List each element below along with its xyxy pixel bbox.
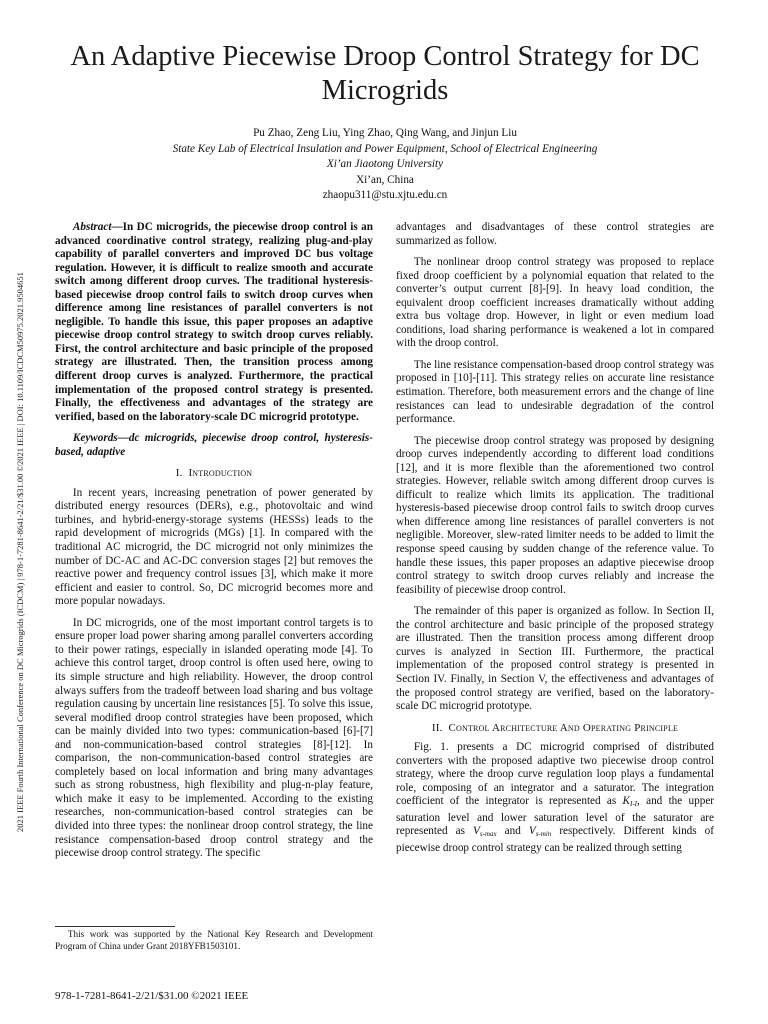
abstract [55,221,373,424]
right-column [396,221,714,864]
footnote-rule [55,926,175,927]
section-heading-1 [55,467,373,481]
symbol-k: K [622,795,631,808]
symbol-v: V [528,825,536,838]
funding-footnote: This work was supported by the National Key Research and Development Program of China under Grant 2018YFB1503101. [55,929,373,951]
section-number: II. [431,721,443,734]
section-title: Introduction [188,467,253,480]
text-run: Fig. 1. presents a DC microgrid comprised of distributed converters with the proposed adaptive two piecewise droop control strategy, where the droop curve regulation loop plays a fundamental role, composing of an integrator and a saturator. The integration coefficient of the integrator is represented as [396,741,714,808]
intro-paragraph-1: In recent years, increasing penetration of power generated by distributed energy resources (DERs), e.g., photovoltaic and wind turbines, and hybrid-energy-storage systems (HESSs) leads to the rapid development of microgrids (MGs) [1]. In compared with the traditional AC microgrid, the DC microgrid not only minimizes the number of DC-AC and AC-DC conversion stages [2] but removes the reactive power and frequency control issues [3], which make it more efficient and easier to control. So, DC microgrid becomes more and more popular nowadays. [55,486,373,608]
intro-paragraph-4: The nonlinear droop control strategy was proposed to replace fixed droop coefficient by a polynomial equation that related to the converter’s output current [8]-[9]. In heavy load condition, the equivalent droop coefficient increases dramatically without adding extra bus voltage drop. However, in light or even medium load conditions, load sharing performance is weakened a lot in compared with the droop control. [396,256,714,350]
intro-paragraph-3: advantages and disadvantages of these control strategies are summarized as follow. [396,221,714,247]
symbol-k-subscript: I-I [630,800,638,809]
sidebar-citation: 2021 IEEE Fourth International Conference on DC Microgrids (ICDCM) | 978-1-7281-8641-2/21/$31.00 ©2021 IEEE | DOI: 10.1109/ICDCM50975.2021.9504651 [15,272,25,832]
author-block [40,126,730,204]
lower-saturation-symbol [529,825,551,837]
intro-paragraph-2: In DC microgrids, one of the most important control targets is to ensure proper load power sharing among parallel converters according to their power ratings, especially in islanded operating mode [4]. To achieve this control target, droop control is often used here, owing to its simple structure and high reliability. However, the droop control always suffers from the tradeoff between load sharing and bus voltage regulation causing by uncertain line resistances [5]. To solve this issue, several modified droop control strategies have been proposed, which can be mainly divided into two types: communication-based [6]-[7] and non-communication-based control strategies [8]-[12]. In comparison, the non-communication-based control strategies are completely based on local information and bring many advantages such as strong robustness, high flexibility and plug-n-play feature, which make it easy to be implemented. According to the existing researches, non-communication-based control strategies can be divided into three types: the nonlinear droop control strategy, the line resistance compensation-based droop control strategy and the piecewise droop control strategy. The specific [55,616,373,860]
author-names: Pu Zhao, Zeng Liu, Ying Zhao, Qing Wang, and Jinjun Liu [253,127,517,139]
left-column [55,221,373,869]
intro-paragraph-7: The remainder of this paper is organized as follow. In Section II, the control architecture and basic principle of the proposed strategy are illustrated. Then the transition process among different droop curves is analyzed in Section III. Furthermore, the practical implementation of the proposed control strategy is presented in Section IV. Finally, in Section V, the effectiveness and advantages of the proposed control strategy are verified, based on the laboratory-scale DC microgrid prototype. [396,605,714,713]
intro-paragraph-6: The piecewise droop control strategy was proposed by designing droop curves independently according to different load conditions [12], and it is more flexible than the aforementioned two control strategies. However, reliable switch among different droop curves is difficult to realize which limits its application. The traditional hysteresis-based piecewise droop control fails to switch droop curves when difference among line resistances of parallel converters is not negligible. Moreover, slew-rated limiter needs to be added to limit the response speed causing by sudden change of the reference value. To handle these issues, this paper proposes an adaptive piecewise droop control strategy to switch droop curves reliably and increase the feasibility of piecewise droop control. [396,434,714,596]
affiliation: State Key Lab of Electrical Insulation and Power Equipment, School of Electrical Engineering [172,142,598,155]
location: Xi’an, China [356,173,414,186]
text-run: , and the upper saturation level and lower saturation level of the saturator are represented as [396,795,715,838]
intro-paragraph-5: The line resistance compensation-based droop control strategy was proposed in [10]-[11]. This strategy relies on accurate line resistance estimation. Therefore, both measurement errors and the change of line resistances can lead to undesirable degradation of the control performance. [396,358,714,426]
university: Xi’an Jiaotong University [326,158,444,170]
abstract-text: —In DC microgrids, the piecewise droop control is an advanced coordinative control strategy, realizing plug-and-play capability of parallel converters and improved DC bus voltage regulation. However, it is difficult to realize smooth and accurate switch among different droop curves. The traditional hysteresis-based piecewise droop control fails to switch droop curves when difference among line resistances of parallel converters is not negligible. To handle this issue, this paper proposes an adaptive piecewise droop control strategy to switch droop curves reliably. First, the control architecture and basic principle of the proposed strategy are illustrated. Then, the transition process among different droop curves is analyzed. Furthermore, the practical implementation of the proposed control strategy is presented. Finally, the effectiveness and advantages of the strategy are verified, based on the laboratory-scale DC microgrid prototype. [55,221,373,423]
upper-saturation-symbol [473,825,497,837]
section-title: Control Architecture And Operating Principle [448,721,679,734]
symbol-v: V [473,825,480,838]
text-run: and [496,825,529,838]
keywords: Keywords—dc microgrids, piecewise droop control, hysteresis-based, adaptive [55,432,373,458]
page-footer: 978-1-7281-8641-2/21/$31.00 ©2021 IEEE [55,990,249,1002]
abstract-lead: Abstract [72,221,112,233]
integration-coefficient-symbol [623,795,637,807]
symbol-v-subscript: s-max [479,830,497,839]
section-heading-2 [396,722,714,736]
text-run: respectively. Different kinds of piecewise droop control strategy can be realized through setting [396,825,714,854]
email: zhaopu311@stu.xjtu.edu.cn [322,189,448,201]
section2-paragraph-1 [396,741,714,855]
symbol-v-subscript: s-min [535,830,552,839]
paper-title: An Adaptive Piecewise Droop Control Strategy for DC Microgrids [70,41,700,106]
section-number: I. [175,467,183,480]
